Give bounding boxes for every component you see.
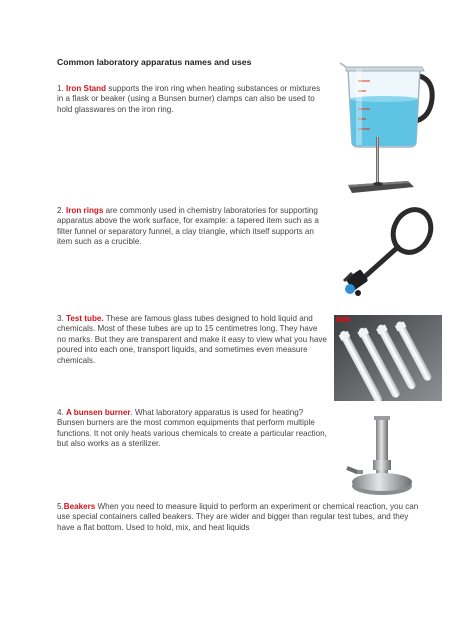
item-text: supports the iron ring when heating substances or mixtures in a flask or beaker (using a Bunsen burner) clamps can also be used to hold glasswares on the iron ring. — [57, 84, 321, 114]
list-item-iron-rings — [57, 206, 327, 248]
list-item-test-tube — [57, 314, 327, 366]
list-item-bunsen-burner — [57, 408, 327, 450]
item-number: 3. — [57, 314, 64, 323]
item-term: Beakers — [63, 502, 96, 511]
item-text: are commonly used in chemistry laboratories for supporting apparatus above the work surface, for example: a tapered item such as a filter funnel or separatory funnel, a clay triangle, which itself supports an item such as a crucible. — [57, 206, 319, 247]
item-number: 1. — [57, 84, 64, 93]
iron-ring-clamp-illustration — [338, 203, 438, 300]
item-term: A bunsen burner — [66, 408, 131, 417]
item-number: 4. — [57, 408, 64, 417]
item-number: 5. — [57, 502, 64, 511]
item-text: . What laboratory apparatus is used for heating? Bunsen burners are the most common equipments that perform multiple functions. It not only heats various chemicals to create a particular reaction, but also works as a sterilizer. — [57, 408, 327, 449]
list-item-iron-stand — [57, 84, 327, 115]
item-text: These are famous glass tubes designed to hold liquid and chemicals. Most of these tubes are up to 15 centimetres long. They have no marks. But they are transparent and make it easy to view what you have poured into each one, transport liquids, and sometimes even measure chemicals. — [57, 314, 327, 365]
item-term: Iron rings — [66, 206, 104, 215]
item-number: 2. — [57, 206, 64, 215]
item-text: When you need to measure liquid to perform an experiment or chemical reaction, you can use special containers called beakers. They are wider and bigger than regular test tubes, and they have a flat bottom. Used to hold, mix, and heat liquids — [57, 502, 419, 532]
item-term: Iron Stand — [66, 84, 107, 93]
test-tubes-rack-photo — [334, 315, 442, 401]
bunsen-burner-illustration — [343, 412, 425, 500]
iron-stand-illustration — [340, 135, 420, 197]
item-term: Test tube. — [66, 314, 104, 323]
list-item-beakers — [57, 502, 422, 533]
page-title: Common laboratory apparatus names and uses — [57, 57, 252, 67]
